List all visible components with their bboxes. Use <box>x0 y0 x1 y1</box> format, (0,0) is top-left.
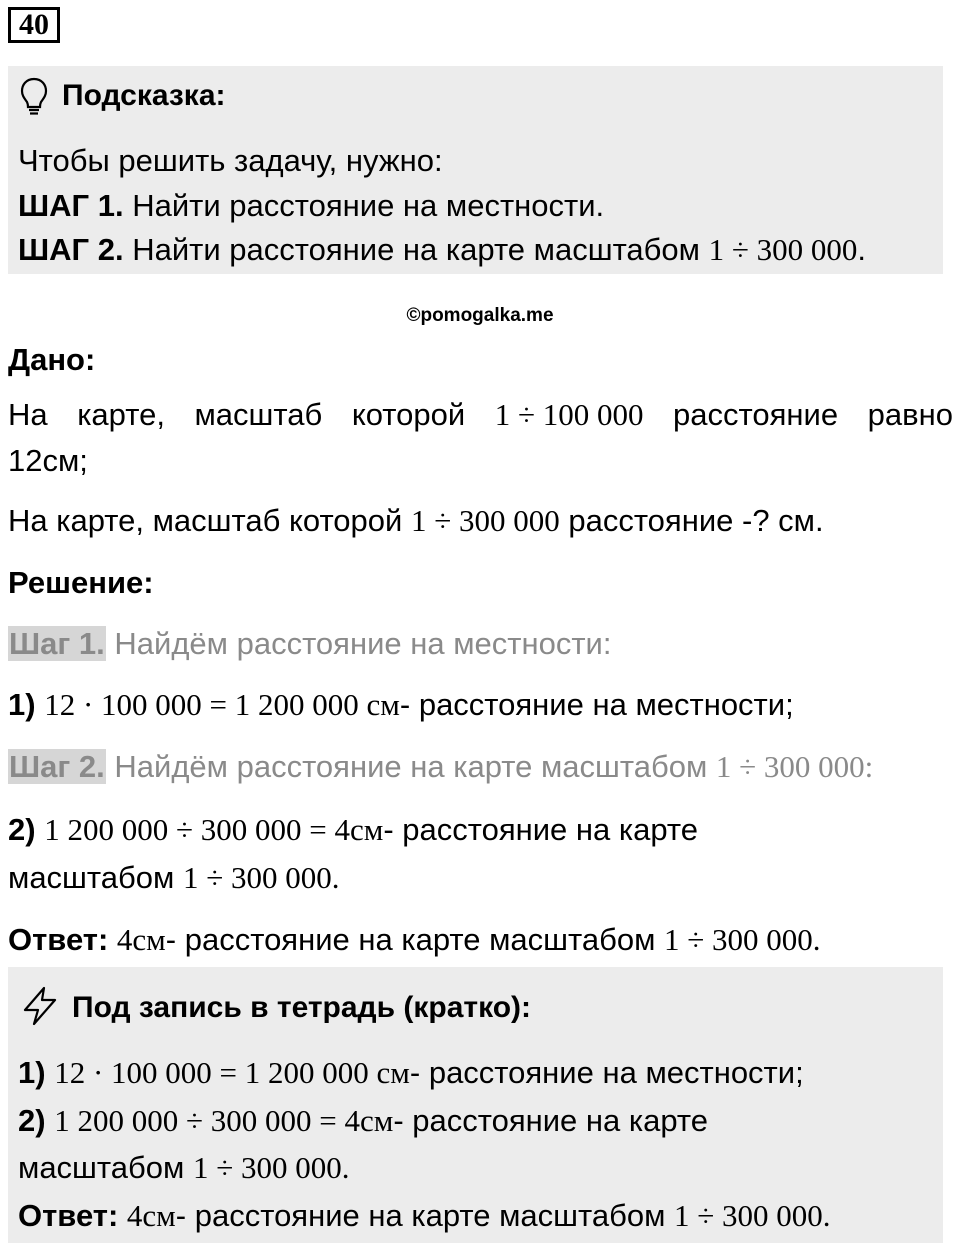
notes-title: Под запись в тетрадь (кратко): <box>72 991 532 1024</box>
solution-calc-2-line-2 <box>8 858 339 898</box>
given-word: На <box>8 397 48 432</box>
hint-step-2-text: Найти расстояние на карте масштабом <box>123 232 709 267</box>
solution-step-1 <box>8 624 611 664</box>
hint-step-2-label: ШАГ 2. <box>18 232 124 267</box>
notes-answer <box>18 1196 831 1236</box>
solution-answer <box>8 920 821 960</box>
solution-step-2 <box>8 747 873 787</box>
solution-calc-2-text: - расстояние на карте <box>383 812 699 847</box>
solution-step-2-scale: 1 ÷ 300 000: <box>715 749 874 784</box>
solution-step-1-text: Найдём расстояние на местности: <box>105 626 612 661</box>
lightning-icon <box>20 985 60 1027</box>
given-word: масштаб <box>194 397 323 432</box>
given-scale-1: 1 ÷ 100 000 <box>494 397 644 432</box>
solution-calc-1-text: - расстояние на местности; <box>399 687 794 722</box>
solution-step-1-label: Шаг 1. <box>9 626 105 661</box>
hint-step-1-label: ШАГ 1. <box>18 188 124 223</box>
notes-calc-2-line-2-math: 1 ÷ 300 000. <box>192 1150 350 1185</box>
given-title: Дано: <box>8 342 96 377</box>
solution-calc-2 <box>8 810 698 850</box>
hint-step-1-text: Найти расстояние на местности. <box>123 188 605 223</box>
hint-step-1 <box>18 186 604 226</box>
solution-answer-math: 4см <box>116 922 166 957</box>
notes-calc-1-text: - расстояние на местности; <box>409 1055 804 1090</box>
solution-calc-1-math: 12 · 100 000 = 1 200 000 см <box>44 687 400 722</box>
notes-answer-text: - расстояние на карте масштабом <box>175 1198 675 1233</box>
solution-calc-1-num: 1) <box>8 687 36 722</box>
hint-step-2 <box>18 230 866 270</box>
notes-calc-2-line-2-text: масштабом <box>18 1150 193 1185</box>
given-word: которой <box>351 397 466 432</box>
notes-calc-1-num: 1) <box>18 1055 46 1090</box>
hint-title: Подсказка: <box>62 79 226 112</box>
solution-answer-text: - расстояние на карте масштабом <box>165 922 665 957</box>
hint-intro: Чтобы решить задачу, нужно: <box>18 143 443 178</box>
given-word: карте, <box>77 397 165 432</box>
notes-answer-math: 4см <box>126 1198 176 1233</box>
solution-calc-2-num: 2) <box>8 812 36 847</box>
hint-step-2-scale: 1 ÷ 300 000 <box>708 232 858 267</box>
solution-answer-label: Ответ: <box>8 922 109 957</box>
solution-calc-2-line-2-math: 1 ÷ 300 000. <box>182 860 340 895</box>
solution-calc-2-line-2-text: масштабом <box>8 860 183 895</box>
given-word: расстояние <box>673 397 839 432</box>
notes-answer-label: Ответ: <box>18 1198 119 1233</box>
notes-calc-1 <box>18 1053 804 1093</box>
given-word: равно <box>867 397 953 432</box>
notes-calc-1-math: 12 · 100 000 = 1 200 000 см <box>54 1055 410 1090</box>
given-line-2-end: расстояние -? см. <box>559 503 824 538</box>
given-line-2-text: На карте, масштаб которой <box>8 503 411 538</box>
solution-calc-2-math: 1 200 000 ÷ 300 000 = 4см <box>44 812 384 847</box>
solution-title: Решение: <box>8 565 154 600</box>
solution-answer-scale: 1 ÷ 300 000. <box>664 922 821 957</box>
solution-calc-1 <box>8 685 794 725</box>
copyright-text: ©pomogalka.me <box>406 305 554 326</box>
given-scale-2: 1 ÷ 300 000 <box>410 503 560 538</box>
notes-calc-2-num: 2) <box>18 1103 46 1138</box>
solution-step-2-text: Найдём расстояние на карте масштабом <box>105 749 716 784</box>
lightbulb-icon <box>18 76 50 116</box>
given-line-2 <box>8 501 824 541</box>
notes-calc-2-text: - расстояние на карте <box>393 1103 709 1138</box>
given-line-1 <box>8 395 953 435</box>
exercise-number: 40 <box>8 7 60 43</box>
notes-calc-2 <box>18 1101 708 1141</box>
notes-calc-2-math: 1 200 000 ÷ 300 000 = 4см <box>54 1103 394 1138</box>
notes-answer-scale: 1 ÷ 300 000. <box>674 1198 831 1233</box>
given-line-1-cont: 12см; <box>8 443 88 478</box>
solution-step-2-label: Шаг 2. <box>9 749 105 784</box>
notes-calc-2-line-2 <box>18 1148 349 1188</box>
hint-step-2-end: . <box>857 232 866 267</box>
